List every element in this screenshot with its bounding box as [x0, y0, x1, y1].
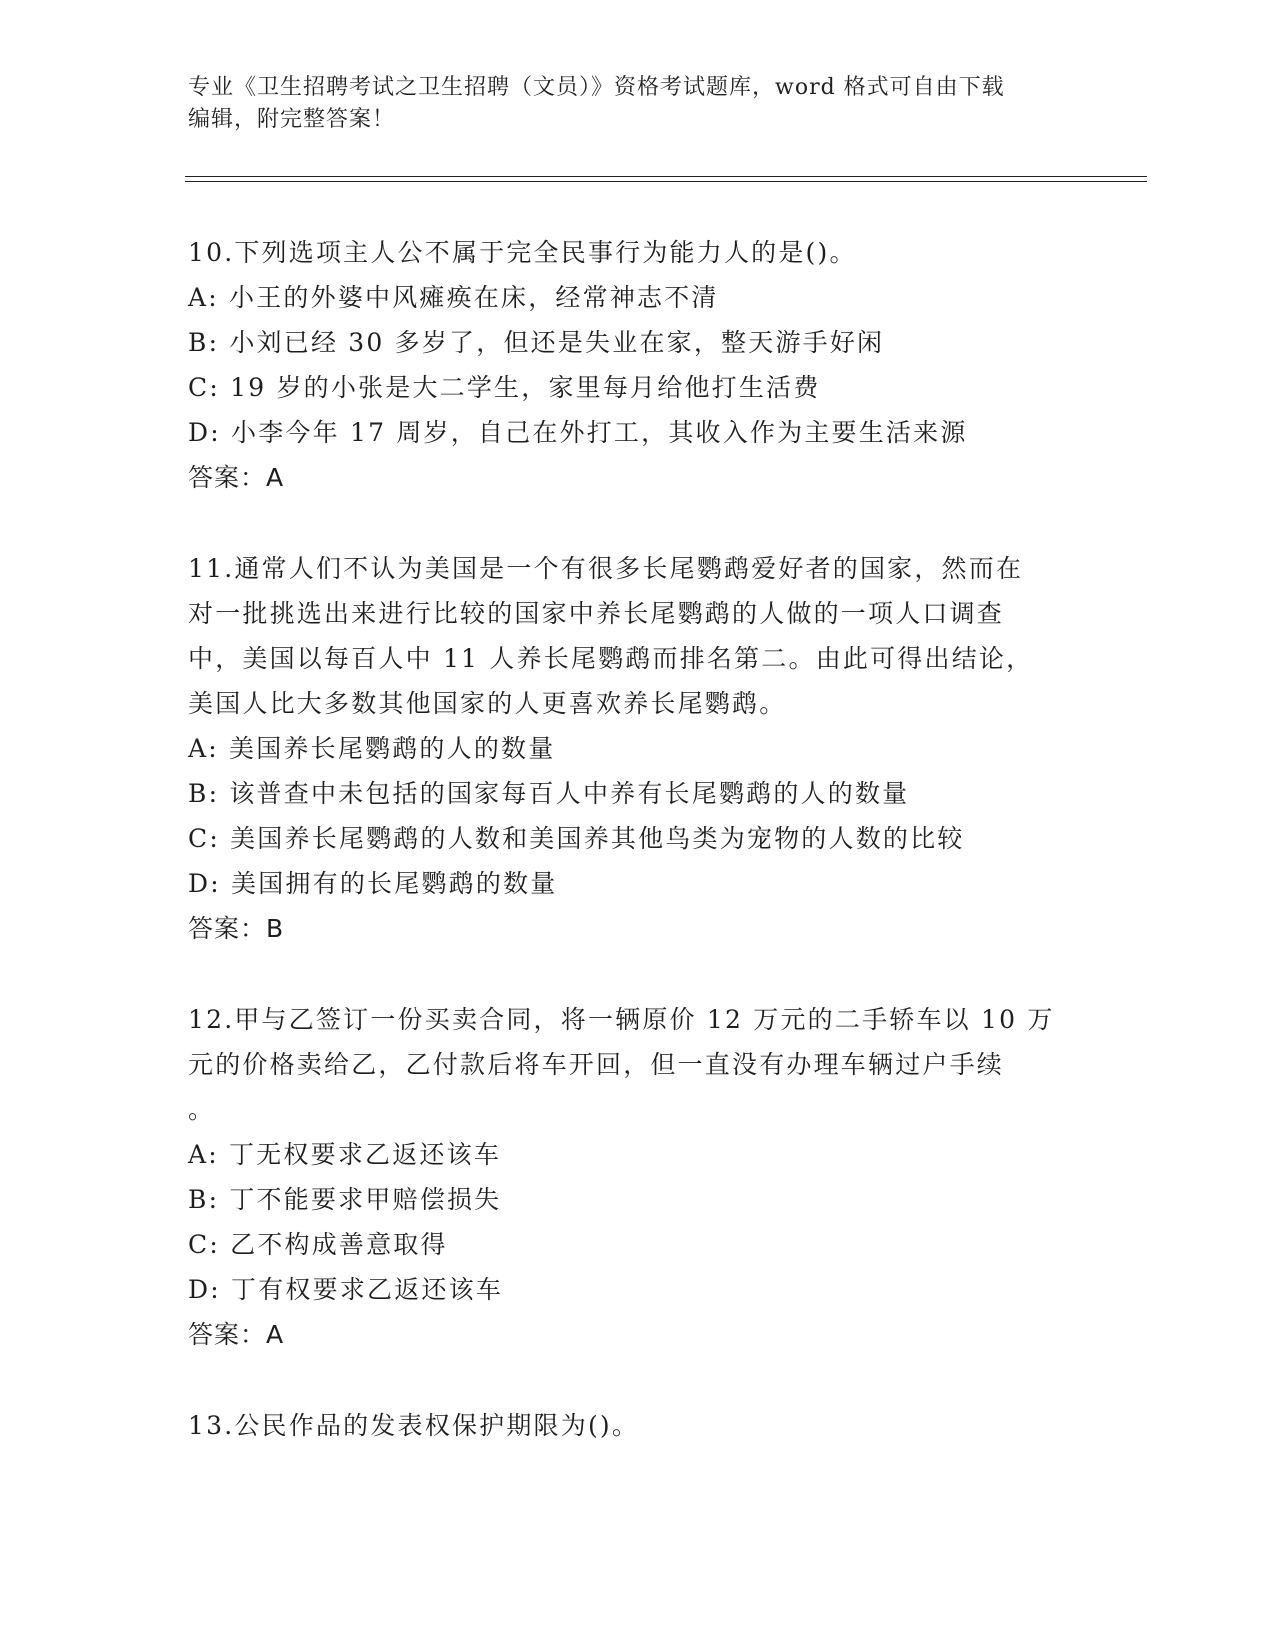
- answer-line: 答案：A: [188, 1320, 285, 1349]
- option-c: C: 美国养长尾鹦鹉的人数和美国养其他鸟类为宠物的人数的比较: [188, 824, 965, 853]
- header-divider-top: [185, 176, 1147, 177]
- question-stem-line: 。: [188, 1095, 216, 1124]
- option-c: C: 乙不构成善意取得: [188, 1230, 448, 1259]
- question-stem-line: 10.下列选项主人公不属于完全民事行为能力人的是()。: [188, 238, 857, 267]
- option-a: A: 小王的外婆中风瘫痪在床，经常神志不清: [188, 283, 719, 312]
- question-stem-line: 美国人比大多数其他国家的人更喜欢养长尾鹦鹉。: [188, 689, 787, 718]
- option-a: A: 美国养长尾鹦鹉的人的数量: [188, 734, 556, 763]
- question-10: [188, 230, 1088, 500]
- question-stem-line: 元的价格卖给乙，乙付款后将车开回，但一直没有办理车辆过户手续: [188, 1050, 1005, 1079]
- answer-line: 答案：B: [188, 914, 285, 943]
- document-header: [188, 72, 1088, 136]
- option-a: A: 丁无权要求乙返还该车: [188, 1140, 502, 1169]
- question-stem-line: 对一批挑选出来进行比较的国家中养长尾鹦鹉的人做的一项人口调查: [188, 599, 1005, 628]
- question-13: [188, 1403, 1088, 1448]
- question-list: [188, 230, 1088, 1494]
- question-stem-line: 12.甲与乙签订一份买卖合同，将一辆原价 12 万元的二手轿车以 10 万: [188, 1005, 1055, 1034]
- header-line-1: 专业《卫生招聘考试之卫生招聘（文员）》资格考试题库，word 格式可自由下载: [188, 75, 1005, 100]
- option-b: B: 小刘已经 30 多岁了，但还是失业在家，整天游手好闲: [188, 328, 885, 357]
- option-d: D: 美国拥有的长尾鹦鹉的数量: [188, 869, 558, 898]
- question-stem-line: 11.通常人们不认为美国是一个有很多长尾鹦鹉爱好者的国家，然而在: [188, 554, 1024, 583]
- answer-line: 答案：A: [188, 463, 285, 492]
- question-stem-line: 中，美国以每百人中 11 人养长尾鹦鹉而排名第二。由此可得出结论，: [188, 644, 1034, 673]
- option-d: D: 丁有权要求乙返还该车: [188, 1275, 504, 1304]
- header-line-2: 编辑，附完整答案！: [188, 107, 396, 132]
- option-c: C: 19 岁的小张是大二学生，家里每月给他打生活费: [188, 373, 821, 402]
- question-stem-line: 13.公民作品的发表权保护期限为()。: [188, 1411, 640, 1440]
- option-d: D: 小李今年 17 周岁，自己在外打工，其收入作为主要生活来源: [188, 418, 968, 447]
- header-divider-bottom: [185, 181, 1147, 182]
- option-b: B: 该普查中未包括的国家每百人中养有长尾鹦鹉的人的数量: [188, 779, 910, 808]
- option-b: B: 丁不能要求甲赔偿损失: [188, 1185, 502, 1214]
- question-12: [188, 997, 1088, 1357]
- question-11: [188, 546, 1088, 951]
